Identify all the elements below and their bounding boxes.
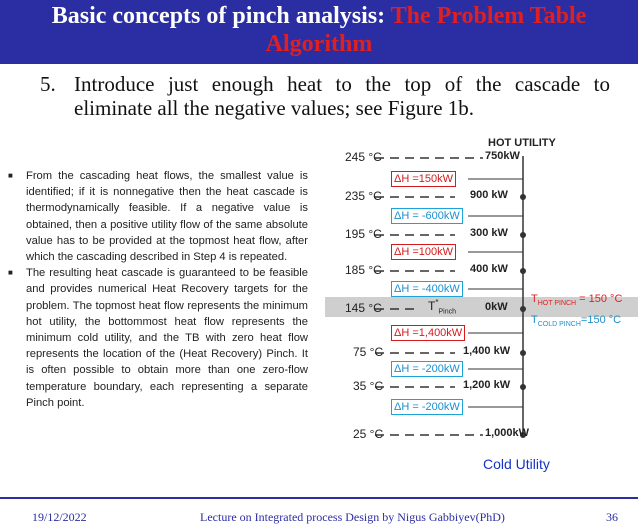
temp-label: 185 °C — [345, 263, 382, 277]
temp-label: 25 °C — [353, 427, 384, 441]
delta-h-box: ΔH = -400kW — [391, 281, 463, 297]
title-main: Basic concepts of pinch analysis: — [51, 3, 391, 29]
delta-h-box: ΔH = -200kW — [391, 361, 463, 377]
bullet-text: The resulting heat cascade is guaranteed to be feasible and provides numerical Heat Recovery targets for the problem. The topmost heat flow represents the minimum hot utility, the bottommost heat flow represents the minimum cold utility, and the TB with zero heat flow represents the location of the (Heat Recovery) Pinch. It is often possible to obtain more than one zero-flow temperature boundary, each representing a separate Pinch point. — [26, 267, 308, 409]
bullet-item — [8, 265, 308, 411]
bullet-square-icon: ■ — [8, 268, 13, 278]
temp-label: 245 °C — [345, 150, 382, 164]
flow-label: 900 kW — [470, 189, 508, 201]
step-number: 5. — [40, 72, 56, 96]
pinch-temp-label: $T^*_{Pinch}$ — [428, 298, 456, 316]
flow-label: 0kW — [485, 301, 508, 313]
cold-utility-label: Cold Utility — [483, 456, 550, 472]
delta-h-box: ΔH =150kW — [391, 171, 456, 187]
footer-lecture: Lecture on Integrated process Design by Nigus Gabbiyev(PhD) — [200, 510, 505, 524]
temp-label: 195 °C — [345, 227, 382, 241]
flow-label: 1,400 kW — [463, 345, 511, 357]
flow-label: 1,200 kW — [463, 379, 511, 391]
footer-date: 19/12/2022 — [32, 510, 87, 524]
step-text: Introduce just enough heat to the top of the cascade to eliminate all the negative values; see Figure 1b. — [74, 72, 610, 120]
temp-label: 35 °C — [353, 379, 384, 393]
title-highlight-1: The Problem Table — [390, 3, 587, 29]
t-hot-pinch: $T_{HOT PINCH} = 150$ °C — [531, 293, 623, 308]
heat-cascade-diagram — [325, 134, 638, 484]
slide-title — [0, 0, 638, 64]
flow-label: 1,000kW — [485, 427, 530, 439]
title-highlight-2: Algorithm — [265, 31, 373, 57]
flow-label: 400 kW — [470, 263, 508, 275]
bullet-list — [8, 168, 308, 411]
flow-label: 300 kW — [470, 227, 508, 239]
delta-h-box: ΔH = -600kW — [391, 208, 463, 224]
delta-h-box: ΔH =1,400kW — [391, 325, 465, 341]
delta-h-box: ΔH = -200kW — [391, 399, 463, 415]
delta-h-box: ΔH =100kW — [391, 244, 456, 260]
footer-divider — [0, 497, 638, 499]
bullet-item — [8, 168, 308, 265]
page-number: 36 — [606, 510, 618, 524]
t-cold-pinch: $T_{COLD PINCH}=150$ °C — [531, 314, 622, 329]
temp-label: 75 °C — [353, 345, 384, 359]
hot-utility-label: HOT UTILITY — [488, 137, 556, 149]
temp-label: 235 °C — [345, 189, 382, 203]
flow-label: 750kW — [485, 150, 520, 162]
bullet-text: From the cascading heat flows, the smallest value is identified; if it is nonnegative then the heat cascade is thermodynamically feasible. If a negative value is obtained, then a positive utility flow of the same absolute value has to be provided at the topmost heat flow, after which the cascading described in Step 4 is repeated. — [26, 170, 308, 264]
temp-label: 145 °C — [345, 301, 382, 315]
bullet-square-icon: ■ — [8, 171, 13, 180]
